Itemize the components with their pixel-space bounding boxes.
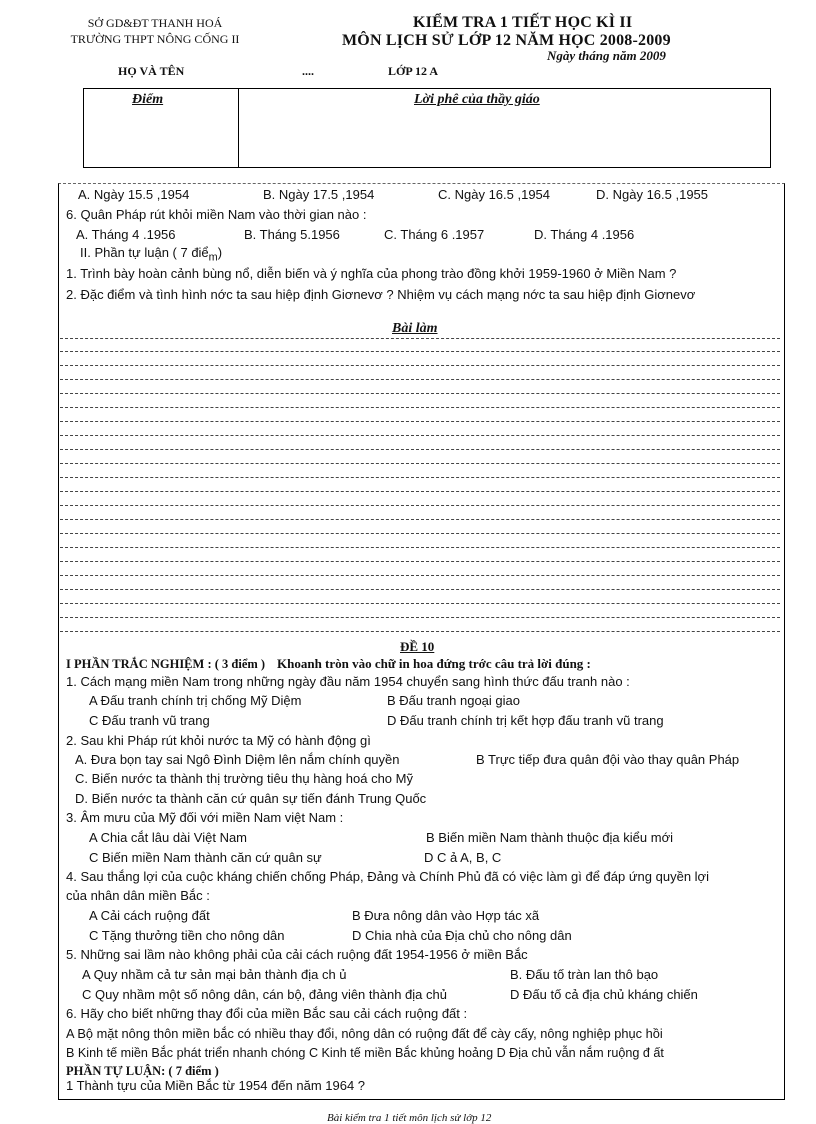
exam-q1: 1. Cách mạng miền Nam trong những ngày đầu năm 1954 chuyển sang hình thức đấu tranh nào :	[66, 674, 630, 689]
exam-q2-b: B Trực tiếp đưa quân đội vào thay quân Pháp	[476, 752, 740, 767]
exam-q6-bcd: B Kinh tế miền Bắc phát triển nhanh chóng C Kinh tế miền Bắc khủng hoảng D Địa chủ vẫn nắm ruộng đ ất	[66, 1046, 664, 1060]
q5-option-d: D. Ngày 16.5 ,1955	[596, 187, 709, 202]
exam-subtitle: MÔN LỊCH SỬ LỚP 12 NĂM HỌC 2008-2009	[342, 32, 671, 49]
score-divider	[238, 89, 239, 167]
exam-q3: 3. Âm mưu của Mỹ đối với miền Nam việt Nam :	[66, 810, 344, 825]
answer-line	[60, 449, 780, 450]
answer-title: Bài làm	[392, 321, 438, 336]
exam-q6-a: A Bộ mặt nông thôn miền bắc có nhiều thay đổi, nông dân có ruộng đất để cày cấy, nông nghiệp phục hồi	[66, 1026, 663, 1041]
teacher-comment-label: Lời phê của thầy giáo	[414, 92, 540, 107]
header-left	[60, 15, 250, 47]
exam-q4-a: A Cải cách ruộng đất	[89, 908, 210, 923]
q6-option-b: B. Tháng 5.1956	[244, 227, 340, 242]
q5-options-row	[78, 187, 708, 202]
q5-option-b: B. Ngày 17.5 ,1954	[263, 187, 375, 202]
answer-line	[60, 603, 780, 604]
exam-q4-c: C Tặng thưởng tiền cho nông dân	[89, 928, 285, 943]
q5-option-c: C. Ngày 16.5 ,1954	[438, 187, 551, 202]
exam-q2-a: A. Đưa bọn tay sai Ngô Đình Diệm lên nắm chính quyền	[75, 752, 400, 767]
answer-line	[60, 561, 780, 562]
part1-heading	[66, 656, 591, 672]
answer-line	[60, 435, 780, 436]
exam-code: ĐỀ 10	[400, 639, 435, 654]
exam-title: KIỂM TRA 1 TIẾT HỌC KÌ II	[413, 14, 633, 31]
exam-q4	[66, 869, 709, 884]
answer-line	[60, 379, 780, 380]
part2-suffix: )	[217, 245, 223, 260]
exam-q5-a: A Quy nhầm cả tư sản mại bản thành địa ch ủ	[82, 967, 347, 982]
exam-q4-d: D Chia nhà của Địa chủ cho nông dân	[352, 928, 572, 943]
exam-q1-a: A Đấu tranh chính trị chống Mỹ Diệm	[89, 693, 302, 708]
essay-question-2: 2. Đặc điểm và tình hình nớc ta sau hiệp định Giơnevơ ? Nhiệm vụ cách mạng nớc ta sau hiệp định Giơnevơ	[66, 287, 696, 302]
answer-line	[60, 351, 780, 352]
exam-q2-c: C. Biến nước ta thành thị trường tiêu thụ hàng hoá cho Mỹ	[75, 771, 413, 786]
part2-sub: m	[208, 251, 218, 264]
exam-q2-d: D. Biến nước ta thành căn cứ quân sự tiến đánh Trung Quốc	[75, 791, 427, 806]
part1-label: I PHẦN TRẮC NGHIỆM : ( 3 điểm )	[66, 657, 266, 671]
exam-q5-d: D Đấu tố cả địa chủ kháng chiến	[510, 987, 698, 1002]
exam-q4-cont: của nhân dân miền Bắc :	[66, 888, 210, 903]
exam-q3-b: B Biến miền Nam thành thuộc địa kiểu mới	[426, 830, 673, 845]
school-name: TRƯỜNG THPT NÔNG CỐNG II	[70, 32, 240, 46]
q5-option-a: A. Ngày 15.5 ,1954	[78, 187, 190, 202]
exam-q6: 6. Hãy cho biết những thay đổi của miền Bắc sau cải cách ruộng đất :	[66, 1006, 468, 1021]
answer-line	[60, 407, 780, 408]
answer-line	[60, 617, 780, 618]
q6-option-a: A. Tháng 4 .1956	[76, 227, 176, 242]
answer-line	[60, 589, 780, 590]
part2-essay-heading: PHẦN TỰ LUẬN: ( 7 điểm )	[66, 1064, 219, 1078]
exam-q4-b: B Đưa nông dân vào Hợp tác xã	[352, 908, 540, 923]
exam-q3-c: C Biến miền Nam thành căn cứ quân sự	[89, 850, 322, 865]
exam-q4-text: 4. Sau thắng lợi của cuộc kháng chiến chống Pháp, Đảng và Chính Phủ đã có việc làm gì để đáp ứng	[66, 869, 653, 884]
essay-question: 1 Thành tựu của Miền Bắc từ 1954 đến năm 1964 ?	[66, 1078, 366, 1093]
name-dots: ....	[302, 64, 314, 78]
department-name: SỞ GD&ĐT THANH HOÁ	[87, 16, 223, 30]
answer-line	[60, 491, 780, 492]
exam-q5: 5. Những sai lầm nào không phải của cải cách ruộng đất 1954-1956 ở miền Bắc	[66, 947, 528, 962]
exam-q4-end: quyền lợi	[655, 869, 709, 884]
answer-line	[60, 338, 780, 339]
answer-line	[60, 505, 780, 506]
answer-line	[60, 547, 780, 548]
score-label: Điểm	[132, 92, 164, 107]
part1-instruction: Khoanh tròn vào chữ in hoa đứng trớc câu trả lời đúng :	[277, 656, 591, 671]
answer-line	[60, 477, 780, 478]
answer-line	[60, 519, 780, 520]
part2-prefix: II. Phần tự luận ( 7 điể	[80, 245, 209, 260]
class-label: LỚP 12 A	[388, 64, 439, 78]
exam-q5-c: C Quy nhầm một số nông dân, cán bộ, đảng viên thành địa chủ	[82, 987, 447, 1002]
exam-date: Ngày tháng năm 2009	[547, 48, 666, 63]
essay-question-1: 1. Trình bày hoàn cảnh bùng nổ, diễn biến và ý nghĩa của phong trào đồng khởi 1959-1960 ở Miền Nam ?	[66, 266, 677, 281]
name-label: HỌ VÀ TÊN	[118, 64, 185, 78]
answer-line	[60, 575, 780, 576]
q6-option-c: C. Tháng 6 .1957	[384, 227, 485, 242]
exam-q1-b: B Đấu tranh ngoại giao	[387, 693, 520, 708]
exam-q3-d: D C ả A, B, C	[424, 850, 502, 865]
score-box	[83, 88, 771, 168]
answer-line	[60, 533, 780, 534]
answer-line	[60, 365, 780, 366]
answer-line	[60, 631, 780, 632]
answer-line	[60, 463, 780, 464]
exam-q3-a: A Chia cắt lâu dài Việt Nam	[89, 830, 248, 845]
exam-q1-c: C Đấu tranh vũ trang	[89, 713, 210, 728]
exam-q1-d: D Đấu tranh chính trị kết hợp đấu tranh vũ trang	[387, 713, 664, 728]
answer-line	[60, 393, 780, 394]
answer-line	[60, 421, 780, 422]
q6-options-row	[76, 227, 634, 242]
part2-heading	[80, 245, 222, 264]
q6-question: 6. Quân Pháp rút khỏi miền Nam vào thời gian nào :	[66, 207, 367, 222]
exam-q2: 2. Sau khi Pháp rút khỏi nước ta Mỹ có hành động gì	[66, 733, 371, 748]
exam-q5-b: B. Đấu tố tràn lan thô bạo	[510, 967, 659, 982]
page-footer: Bài kiểm tra 1 tiết môn lịch sử lớp 12	[327, 1112, 492, 1124]
q6-option-d: D. Tháng 4 .1956	[534, 227, 635, 242]
